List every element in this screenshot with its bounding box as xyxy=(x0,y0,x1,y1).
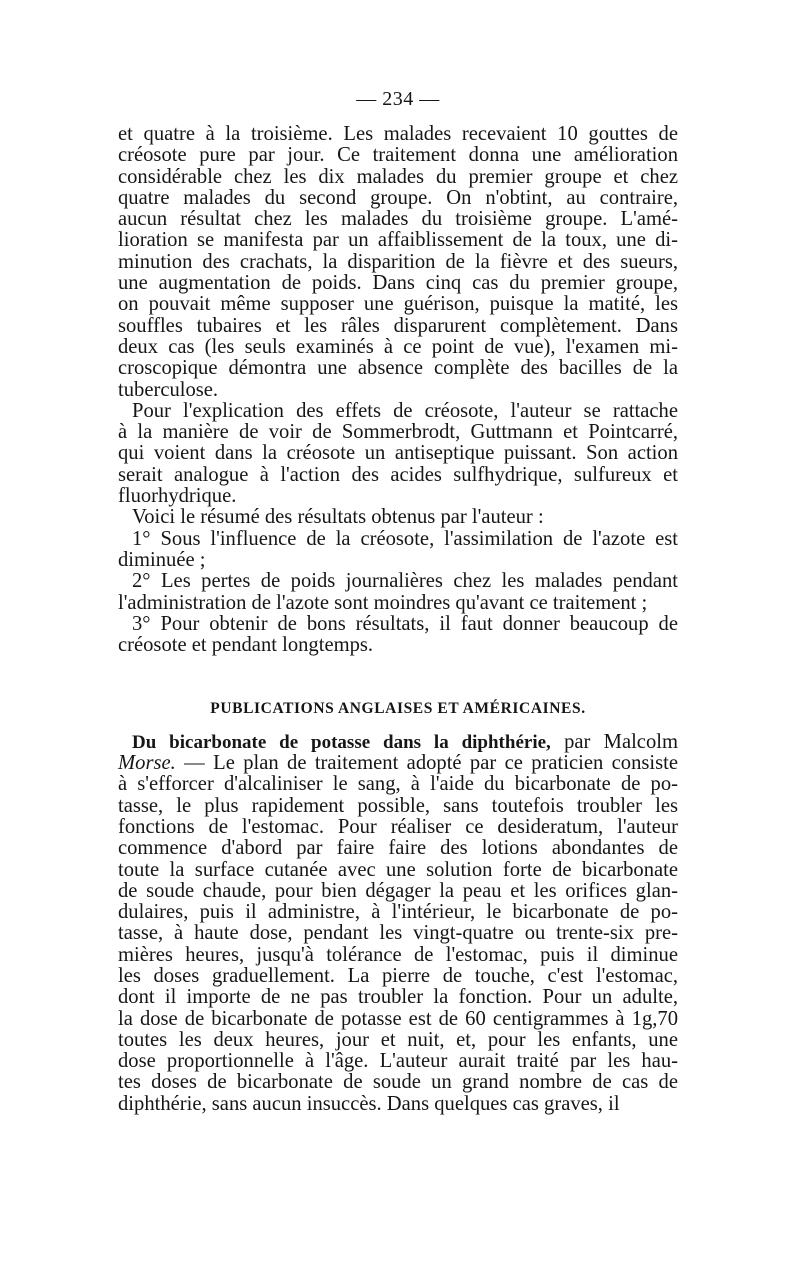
text-line: lioration se manifesta par un affaiblissement de la toux, une di- xyxy=(118,229,678,252)
text-line: quatre malades du second groupe. On n'obtint, au contraire, xyxy=(118,186,678,209)
text-line: Pour l'explication des effets de créosote, l'auteur se rattache xyxy=(132,399,678,422)
text-line: à s'efforcer d'alcaliniser le sang, à l'aide du bicarbonate de po- xyxy=(118,773,678,796)
article-author: Morse. xyxy=(118,752,176,775)
text-line: tasse, le plus rapidement possible, sans toutefois troubler les xyxy=(118,794,678,817)
text-line: considérable chez les dix malades du premier groupe et chez xyxy=(118,165,678,188)
text-line: Voici le résumé des résultats obtenus par l'auteur : xyxy=(132,506,544,529)
article-intro: — Le plan de traitement adopté par ce praticien consiste xyxy=(184,752,678,775)
article-first-line xyxy=(118,732,678,753)
text-line: mières heures, jusqu'à tolérance de l'estomac, puis il diminue xyxy=(118,943,678,966)
page-number: — 234 — xyxy=(356,88,440,110)
summary-item-1 xyxy=(118,529,678,572)
book-page xyxy=(118,88,678,1115)
text-line: fonctions de l'estomac. Pour réaliser ce desideratum, l'auteur xyxy=(118,815,678,838)
text-line: toutes les deux heures, jour et nuit, et, pour les enfants, une xyxy=(118,1028,678,1051)
paragraph-creosote-results xyxy=(118,124,678,401)
text-line: une augmentation de poids. Dans cinq cas du premier groupe, xyxy=(118,272,678,295)
summary-item-3 xyxy=(118,614,678,657)
article-title: Du bicarbonate de potasse dans la diphthérie, xyxy=(132,731,551,753)
article-second-line xyxy=(118,753,678,774)
text-line: diminuée ; xyxy=(118,548,206,571)
text-line: qui voient dans la créosote un antiseptique puissant. Son action xyxy=(118,442,678,465)
text-line: dose proportionnelle à l'âge. L'auteur aurait traité par les hau- xyxy=(118,1050,678,1073)
text-line: les doses graduellement. La pierre de touche, c'est l'estomac, xyxy=(118,964,678,987)
article-body xyxy=(118,774,678,1115)
text-line: on pouvait même supposer une guérison, puisque la matité, les xyxy=(118,293,678,316)
text-line: aucun résultat chez les malades du troisième groupe. L'amé- xyxy=(118,208,678,231)
text-line: commence d'abord par faire faire des lotions abondantes de xyxy=(118,837,678,860)
text-line: 1° Sous l'influence de la créosote, l'assimilation de l'azote est xyxy=(132,527,678,550)
text-line: créosote pure par jour. Ce traitement donna une amélioration xyxy=(118,144,678,167)
text-line: 3° Pour obtenir de bons résultats, il faut donner beaucoup de xyxy=(132,612,678,635)
text-line: tuberculose. xyxy=(118,378,219,401)
text-line: et quatre à la troisième. Les malades recevaient 10 gouttes de xyxy=(118,123,678,145)
text-line: minution des crachats, la disparition de la fièvre et des sueurs, xyxy=(118,250,678,273)
text-line: tes doses de bicarbonate de soude un grand nombre de cas de xyxy=(118,1071,678,1094)
text-line: tasse, à haute dose, pendant les vingt-quatre ou trente-six pre- xyxy=(118,922,678,945)
text-line: 2° Les pertes de poids journalières chez les malades pendant xyxy=(132,570,678,593)
text-line: dulaires, puis il administre, à l'intérieur, le bicarbonate de po- xyxy=(118,901,678,924)
text-line: toute la surface cutanée avec une solution forte de bicarbonate xyxy=(118,858,678,881)
text-line: l'administration de l'azote sont moindres qu'avant ce traitement ; xyxy=(118,591,648,614)
text-line: croscopique démontra une absence complète des bacilles de la xyxy=(118,357,678,380)
paragraph-summary-intro xyxy=(118,507,678,528)
text-line: la dose de bicarbonate de potasse est de 60 centigrammes à 1g,70 xyxy=(118,1007,678,1030)
summary-item-2 xyxy=(118,571,678,614)
paragraph-explanation xyxy=(118,401,678,507)
text-line: deux cas (les seuls examinés à ce point de vue), l'examen mi- xyxy=(118,335,678,358)
text-line: à la manière de voir de Sommerbrodt, Guttmann et Pointcarré, xyxy=(118,421,678,444)
text-line: fluorhydrique. xyxy=(118,485,237,508)
text-line: souffles tubaires et les râles disparurent complètement. Dans xyxy=(118,314,678,337)
text-line: diphthérie, sans aucun insuccès. Dans quelques cas graves, il xyxy=(118,1092,620,1115)
section-heading: PUBLICATIONS ANGLAISES ET AMÉRICAINES. xyxy=(210,700,586,718)
text-line: dont il importe de ne pas troubler la fonction. Pour un adulte, xyxy=(118,986,678,1009)
text-line: serait analogue à l'action des acides sulfhydrique, sulfureux et xyxy=(118,463,678,486)
text-line: de soude chaude, pour bien dégager la peau et les orifices glan- xyxy=(118,879,678,902)
article-byline: par Malcolm xyxy=(564,730,678,753)
text-line: créosote et pendant longtemps. xyxy=(118,634,374,657)
